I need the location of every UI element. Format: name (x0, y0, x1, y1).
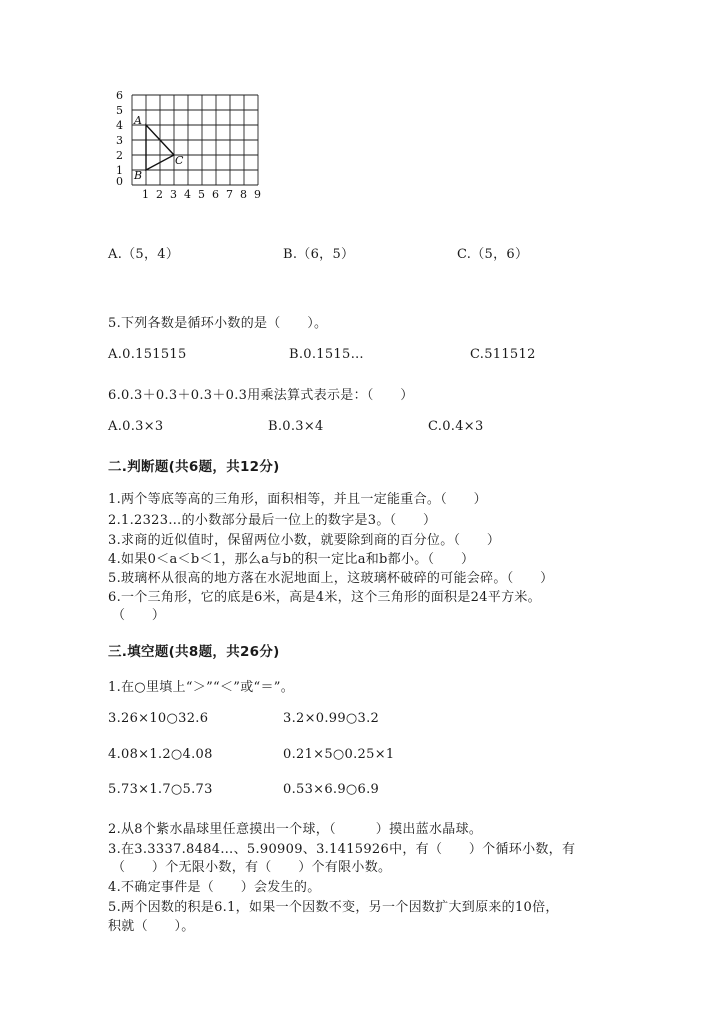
fill-item: 3.在3.3337.8484…、5.90909、3.1415926中，有（ ）个循环小数，有 (108, 842, 576, 857)
coordinate-grid-figure (112, 88, 272, 204)
judge-item-continuation: （ ） (112, 608, 166, 623)
fill-item: 5.两个因数的积是6.1，如果一个因数不变，另一个因数扩大到原来的10倍， (108, 900, 559, 915)
x-tick-label: 2 (156, 188, 163, 201)
x-tick-label: 7 (226, 188, 233, 201)
x-tick-label: 5 (198, 188, 205, 201)
y-tick-label: 1 (116, 164, 123, 177)
y-tick-label: 5 (116, 104, 123, 117)
fill-item-continuation: 积就（ ）。 (108, 919, 195, 934)
judge-item: 5.玻璃杯从很高的地方落在水泥地面上，这玻璃杯破碎的可能会碎。（ ） (108, 571, 554, 586)
judge-item: 2.1.2323…的小数部分最后一位上的数字是3。（ ） (108, 513, 437, 528)
judge-item: 1.两个等底等高的三角形，面积相等，并且一定能重合。（ ） (108, 492, 487, 507)
point-label-c: C (175, 154, 184, 167)
q5-stem: 5.下列各数是循环小数的是（ ）。 (108, 316, 328, 331)
compare-expression: 5.73×1.7○5.73 (108, 782, 213, 797)
q4-option-c: C.（5，6） (457, 247, 529, 262)
q6-option-c: C.0.4×3 (428, 419, 484, 434)
grid-lines (132, 95, 258, 185)
x-tick-label: 9 (254, 188, 261, 201)
point-label-b: B (134, 169, 143, 182)
fill-item: 2.从8个紫水晶球里任意摸出一个球，（ ）摸出蓝水晶球。 (108, 822, 483, 837)
q6-option-a: A.0.3×3 (108, 419, 164, 434)
y-tick-label: 2 (116, 149, 123, 162)
q5-option-b: B.0.1515… (289, 347, 364, 362)
fill-q1-stem: 1.在○里填上“＞”“＜”或“＝”。 (108, 680, 295, 695)
q4-option-a: A.（5，4） (108, 247, 180, 262)
fill-item-continuation: （ ）个无限小数，有（ ）个有限小数。 (112, 860, 392, 875)
fill-item: 4.不确定事件是（ ）会发生的。 (108, 880, 321, 895)
section2-heading: 二.判断题(共6题，共12分) (108, 459, 280, 475)
compare-expression: 3.2×0.99○3.2 (283, 711, 380, 726)
x-tick-label: 4 (184, 188, 191, 201)
section3-heading: 三.填空题(共8题，共26分) (108, 644, 280, 660)
x-tick-label: 3 (170, 188, 177, 201)
judge-item: 6.一个三角形，它的底是6米，高是4米，这个三角形的面积是24平方米。 (108, 590, 541, 605)
q4-option-b: B.（6，5） (283, 247, 355, 262)
q6-stem: 6.0.3＋0.3＋0.3＋0.3用乘法算式表示是：（ ） (108, 388, 414, 403)
judge-item: 3.求商的近似值时，保留两位小数，就要除到商的百分位。（ ） (108, 533, 501, 548)
judge-item: 4.如果0＜a＜b＜1，那么a与b的积一定比a和b都小。（ ） (108, 552, 475, 567)
q6-option-b: B.0.3×4 (268, 419, 324, 434)
x-tick-label: 8 (240, 188, 247, 201)
y-tick-label: 4 (116, 119, 123, 132)
point-label-a: A (134, 114, 142, 127)
compare-expression: 3.26×10○32.6 (108, 711, 209, 726)
q5-option-c: C.511512 (470, 347, 536, 362)
x-tick-label: 6 (212, 188, 219, 201)
compare-expression: 4.08×1.2○4.08 (108, 747, 213, 762)
compare-expression: 0.21×5○0.25×1 (283, 747, 395, 762)
x-tick-label: 1 (142, 188, 149, 201)
y-tick-label: 3 (116, 134, 123, 147)
compare-expression: 0.53×6.9○6.9 (283, 782, 380, 797)
y-tick-label: 0 (116, 175, 123, 188)
y-tick-label: 6 (116, 89, 123, 102)
q5-option-a: A.0.151515 (108, 347, 187, 362)
